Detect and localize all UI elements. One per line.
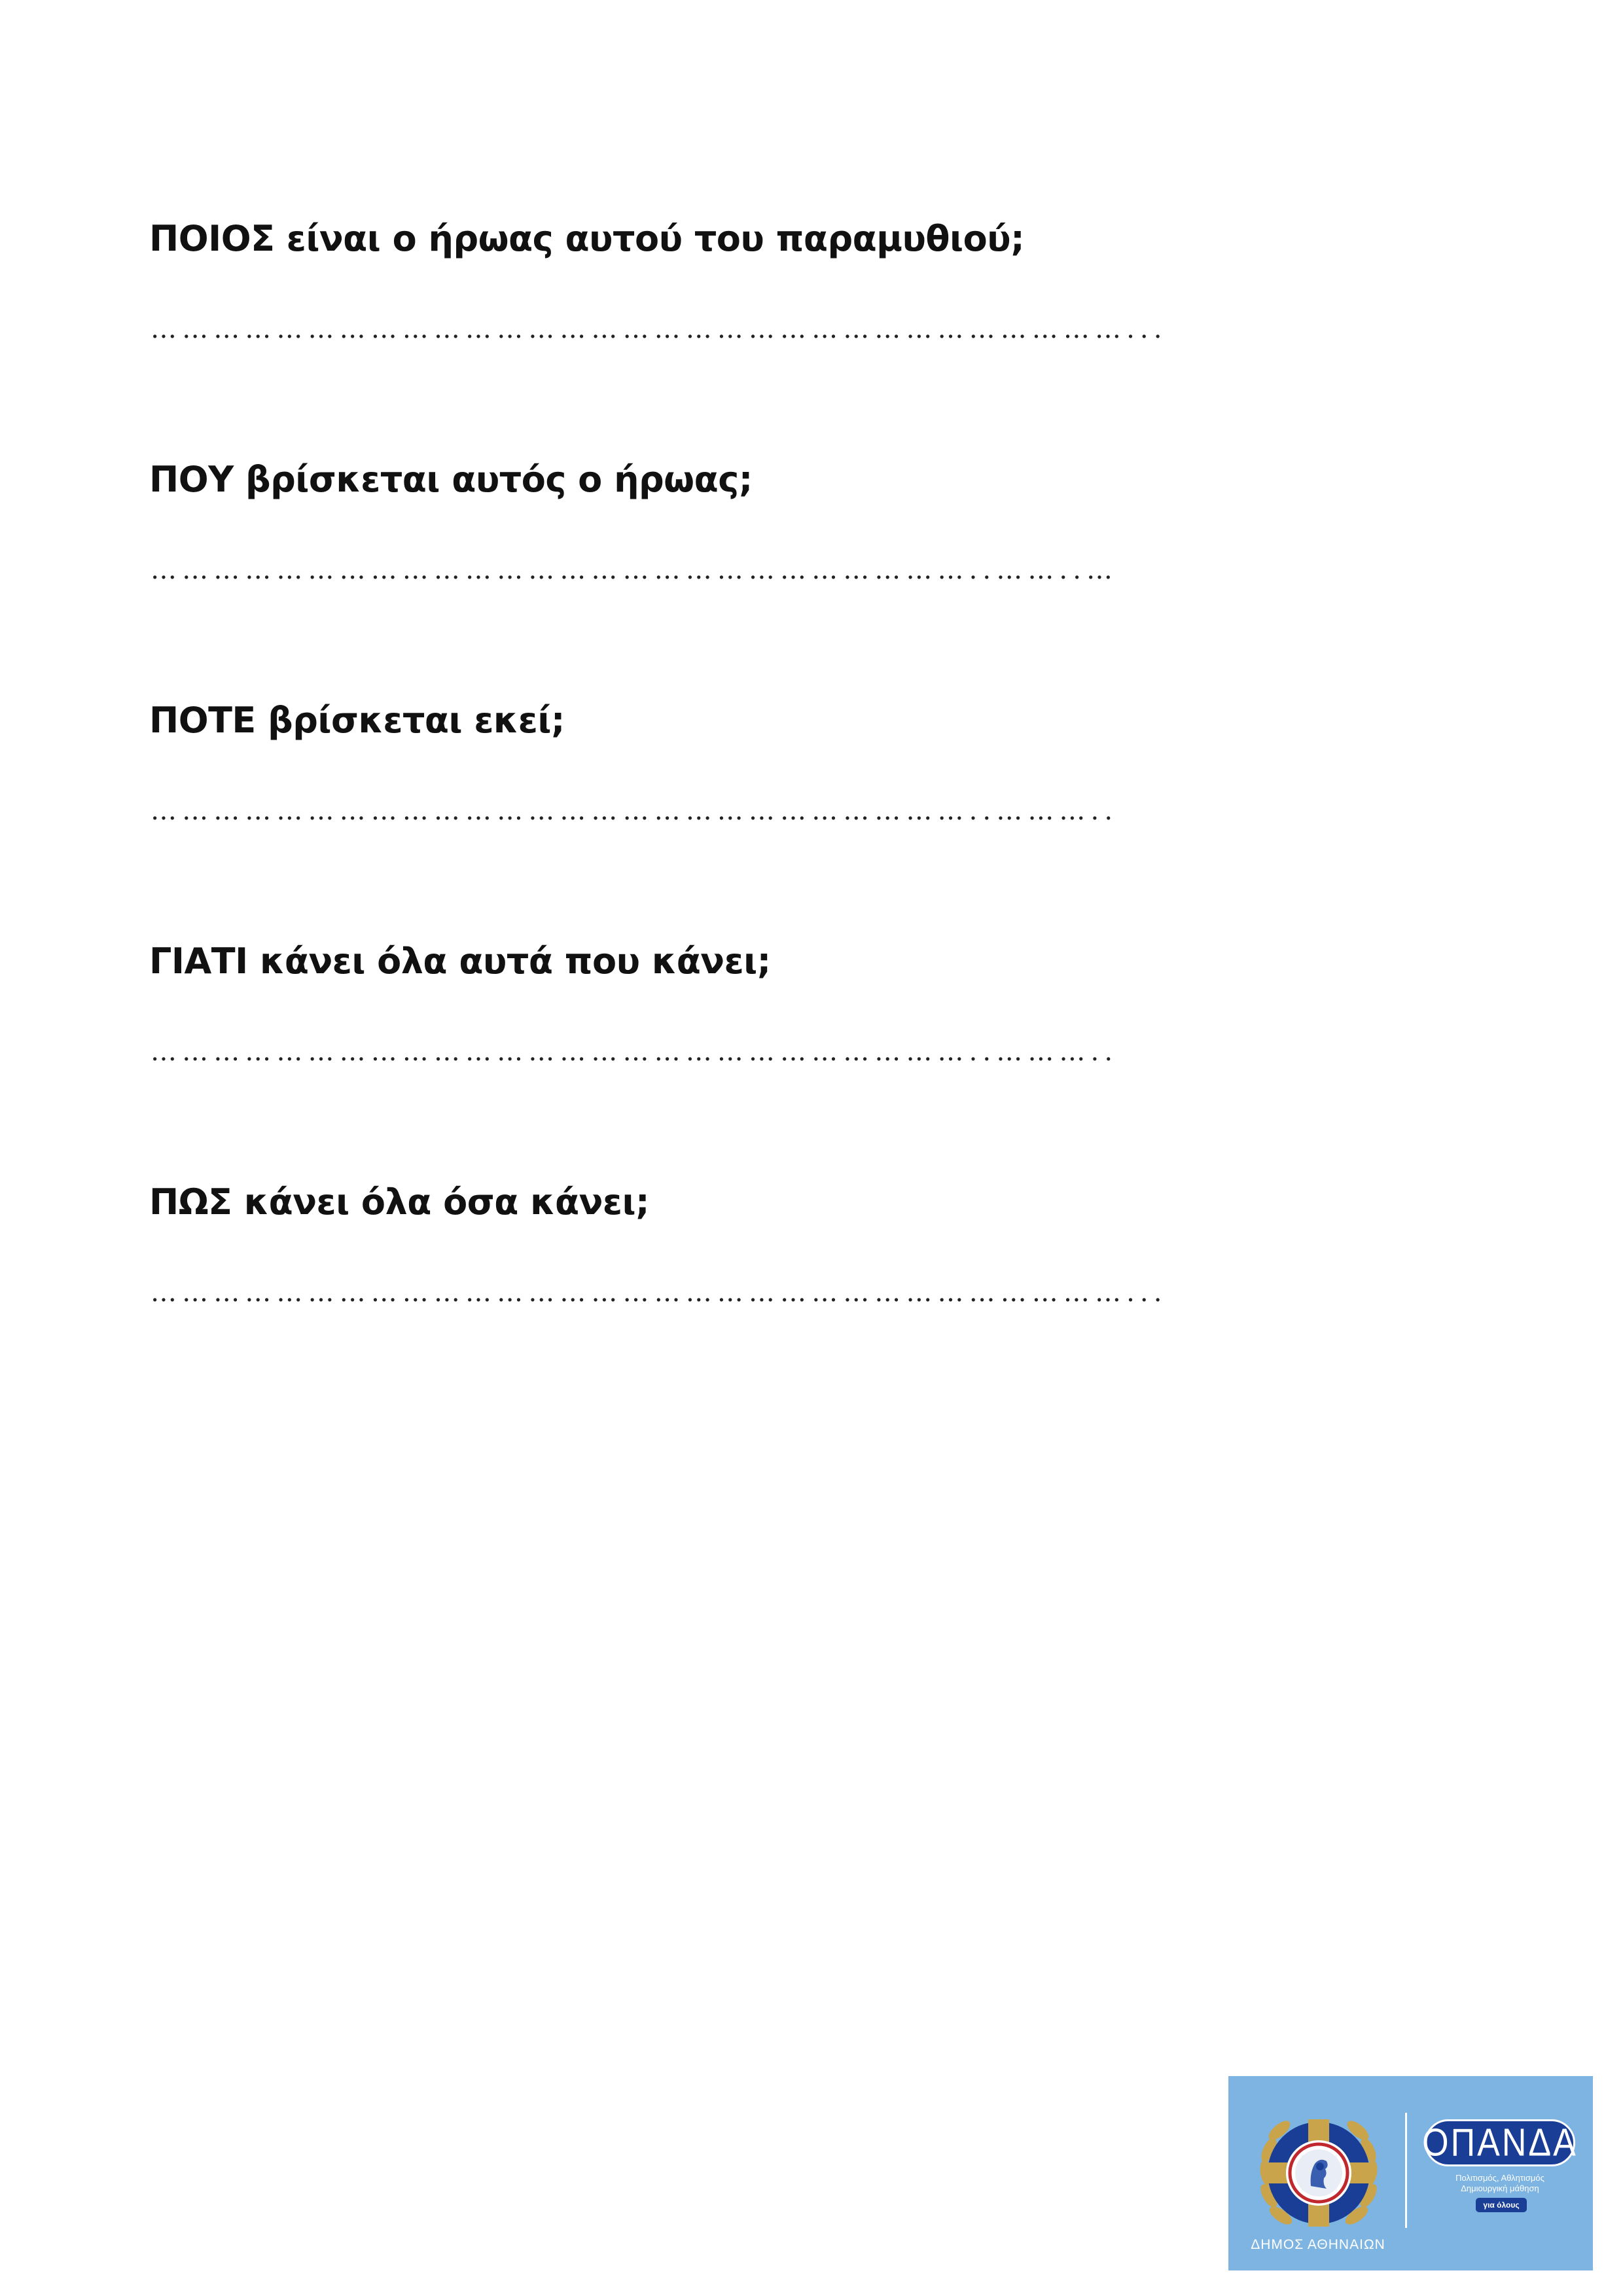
question-block-why xyxy=(149,939,1497,1179)
footer-logo-panel xyxy=(1228,2076,1593,2270)
brand-tagline: Πολιτισμός, Αθλητισμός xyxy=(1455,2173,1544,2183)
question-block-where xyxy=(149,457,1497,698)
answer-dotted-line[interactable]: ……………………………………………………………………..……….. xyxy=(151,796,1118,826)
question-text: ΠΩΣ κάνει όλα όσα κάνει; xyxy=(149,1181,650,1223)
logo-divider xyxy=(1405,2113,1407,2228)
question-text: ΠΟΤΕ βρίσκεται εκεί; xyxy=(149,700,565,741)
brand-badge: για όλους xyxy=(1476,2198,1527,2212)
question-text: ΠΟΥ βρίσκεται αυτός ο ήρωας; xyxy=(149,459,753,500)
question-text: ΓΙΑΤΙ κάνει όλα αυτά που κάνει; xyxy=(149,941,771,982)
question-block-how xyxy=(149,1179,1497,1420)
brand-name: ΟΠΑΝΔΑ xyxy=(1422,2121,1578,2165)
worksheet xyxy=(149,216,1497,1420)
municipality-name: ΔΗΜΟΣ ΑΘΗΝΑΙΩΝ xyxy=(1251,2237,1385,2252)
answer-dotted-line[interactable]: …………………………………………………………………………………... xyxy=(151,314,1168,344)
answer-dotted-line[interactable]: ……………………………………………………………………..……….. xyxy=(151,1037,1118,1067)
brand-tagline: Δημιουργική μάθηση xyxy=(1461,2183,1539,2193)
municipality-seal-icon xyxy=(1247,2101,1391,2245)
answer-dotted-line[interactable]: ……………………………………………………………………..……..… xyxy=(151,555,1118,585)
question-text: ΠΟΙΟΣ είναι ο ήρωας αυτού του παραμυθιού; xyxy=(149,218,1025,259)
question-block-who xyxy=(149,216,1497,457)
brand-logo xyxy=(1422,2119,1578,2166)
answer-dotted-line[interactable]: …………………………………………………………………………………... xyxy=(151,1278,1168,1308)
question-block-when xyxy=(149,698,1497,939)
